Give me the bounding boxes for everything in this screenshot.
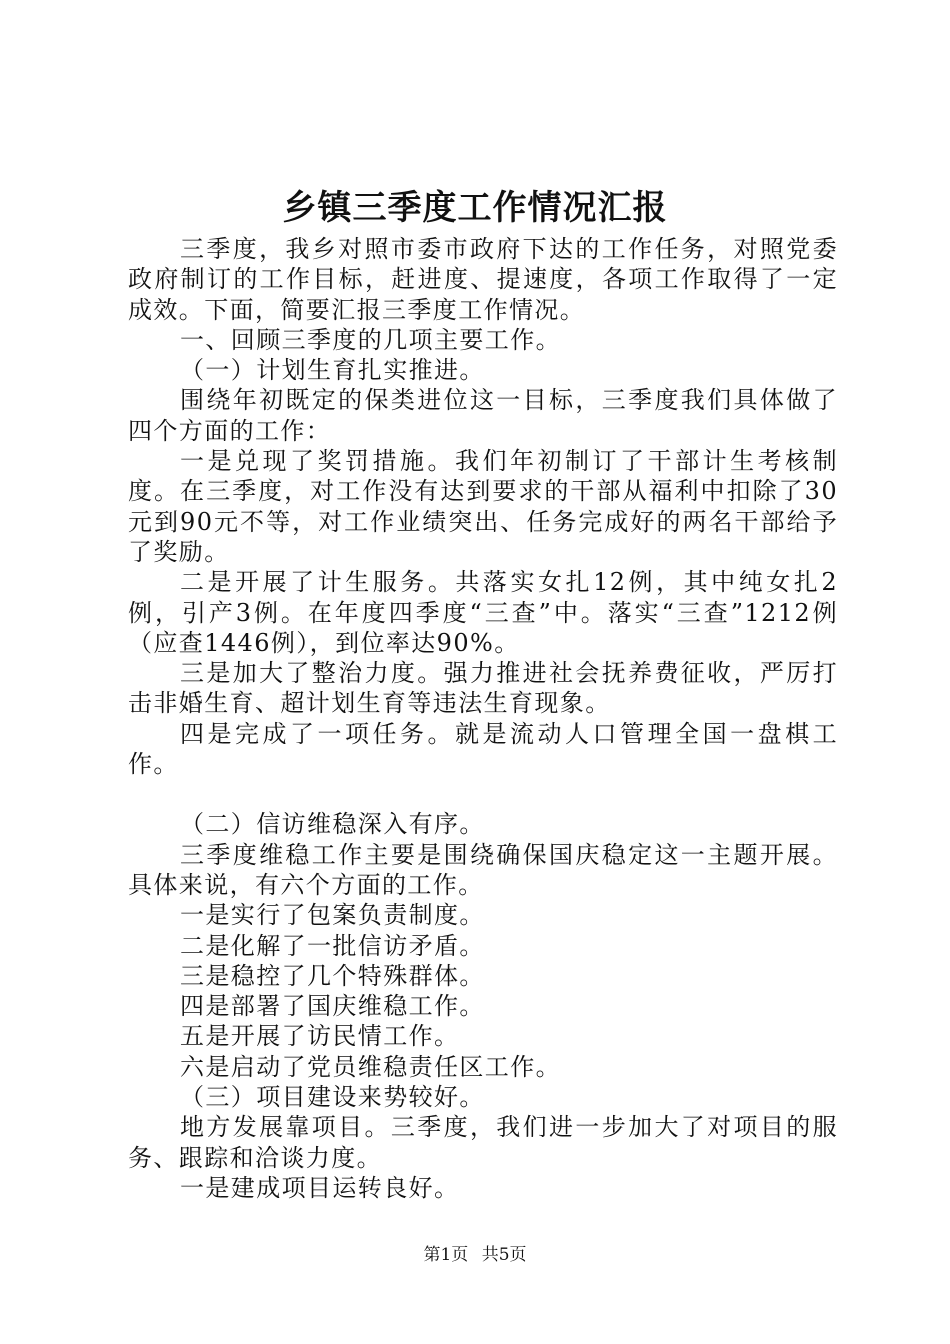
list-item: 一是实行了包案负责制度。: [180, 901, 485, 930]
paragraph-intro: 三季度，我乡对照市委市政府下达的工作任务，对照党委政府制订的工作目标，赶进度、提速度，各项工作取得了一定成效。下面，简要汇报三季度工作情况。: [128, 235, 838, 324]
list-item: 四是部署了国庆维稳工作。: [180, 992, 485, 1021]
paragraph: 一是兑现了奖罚措施。我们年初制订了干部计生考核制度。在三季度，对工作没有达到要求的干部从福利中扣除了30元到90元不等，对工作业绩突出、任务完成好的两名干部给予了奖励。: [128, 447, 838, 566]
heading-section-1: 一、回顾三季度的几项主要工作。: [180, 325, 561, 354]
heading-subsection-2: （二）信访维稳深入有序。: [180, 810, 485, 839]
list-item: 六是启动了党员维稳责任区工作。: [180, 1052, 561, 1081]
paragraph: 地方发展靠项目。三季度，我们进一步加大了对项目的服务、跟踪和洽谈力度。: [128, 1113, 838, 1172]
paragraph: 二是开展了计生服务。共落实女扎12例，其中纯女扎2例，引产3例。在年度四季度“三查”中。落实“三查”1212例（应查1446例），到位率达90%。: [128, 568, 838, 657]
list-item: 五是开展了访民情工作。: [180, 1022, 460, 1051]
paragraph: 三季度维稳工作主要是围绕确保国庆稳定这一主题开展。具体来说，有六个方面的工作。: [128, 840, 838, 899]
paragraph: 四是完成了一项任务。就是流动人口管理全国一盘棋工作。: [128, 719, 838, 779]
document-title: 乡镇三季度工作情况汇报: [282, 188, 668, 228]
list-item: 一是建成项目运转良好。: [180, 1173, 460, 1202]
blank-line: [128, 779, 838, 809]
paragraph: 围绕年初既定的保类进位这一目标，三季度我们具体做了四个方面的工作：: [128, 386, 838, 445]
page-footer: [0, 1243, 950, 1267]
heading-subsection-3: （三）项目建设来势较好。: [180, 1083, 485, 1112]
document-body: [128, 234, 838, 1203]
page-number: 第1页: [423, 1245, 469, 1265]
list-item: 二是化解了一批信访矛盾。: [180, 931, 485, 960]
paragraph: 三是加大了整治力度。强力推进社会抚养费征收，严厉打击非婚生育、超计划生育等违法生育现象。: [128, 659, 838, 718]
list-item: 三是稳控了几个特殊群体。: [180, 961, 485, 990]
page-total: 共5页: [481, 1245, 527, 1265]
heading-subsection-1: （一）计划生育扎实推进。: [180, 356, 485, 385]
